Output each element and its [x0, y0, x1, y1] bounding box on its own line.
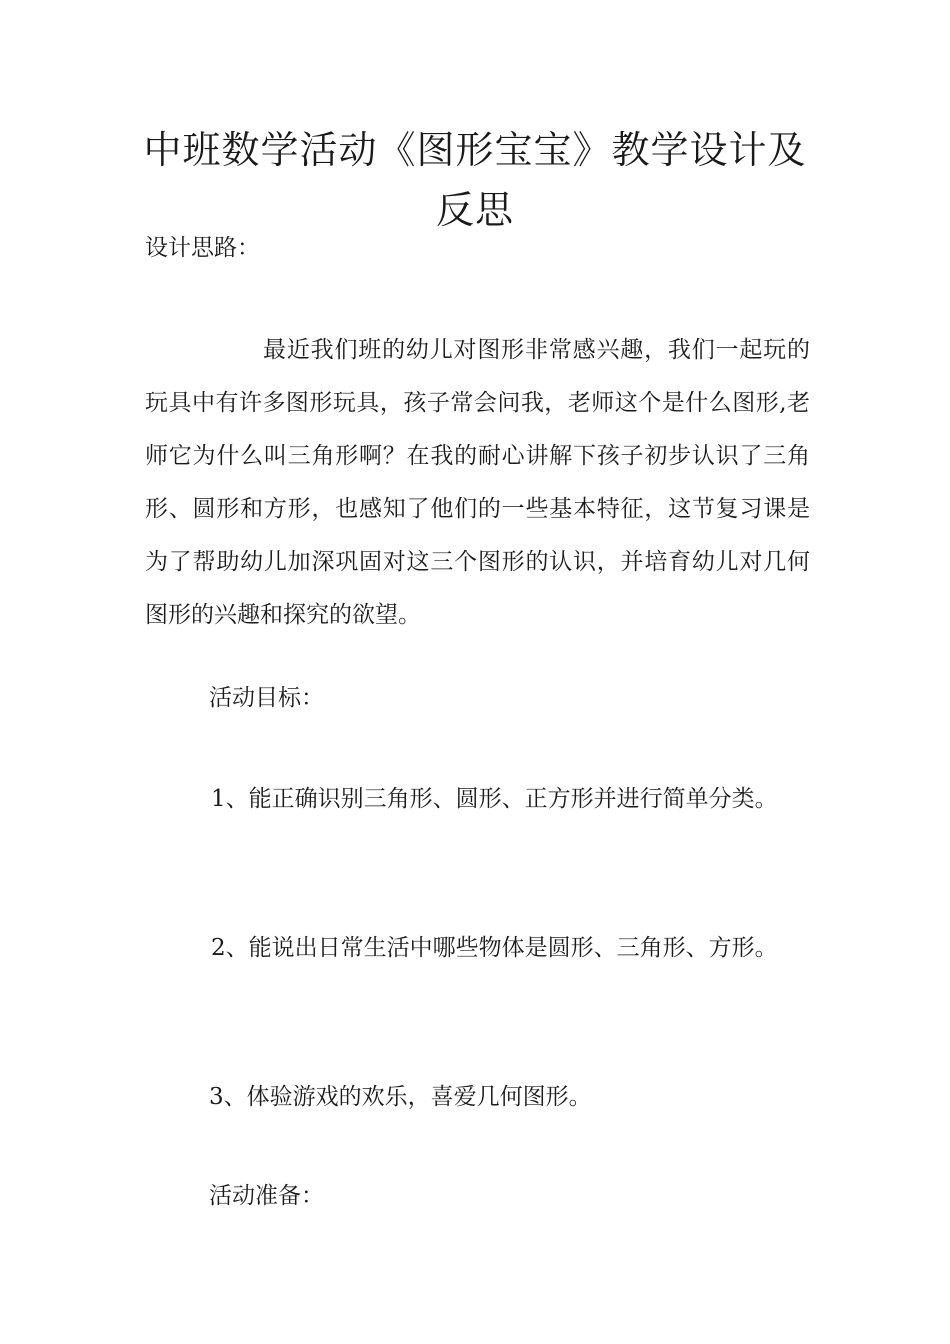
goals-heading: 活动目标： [209, 685, 324, 711]
design-paragraph: 最近我们班的幼儿对图形非常感兴趣，我们一起玩的玩具中有许多图形玩具，孩子常会问我，老师这个是什么图形,老师它为什么叫三角形啊？在我的耐心讲解下孩子初步认识了三角形、圆形和方形，也感知了他们的一些基本特征，这节复习课是为了帮助幼儿加深巩固对这三个图形的认识，并培育幼儿对几何图形的兴趣和探究的欲望。 [145, 337, 810, 628]
prep-heading: 活动准备： [209, 1183, 324, 1209]
document-title: 中班数学活动《图形宝宝》教学设计及反思 [143, 128, 807, 232]
goal-2: 2、能说出日常生活中哪些物体是圆形、三角形、方形。 [211, 935, 778, 961]
design-heading: 设计思路： [145, 235, 260, 261]
goal-3: 3、体验游戏的欢乐，喜爱几何图形。 [209, 1084, 592, 1110]
goal-1: 1、能正确识别三角形、圆形、正方形并进行简单分类。 [211, 786, 778, 812]
